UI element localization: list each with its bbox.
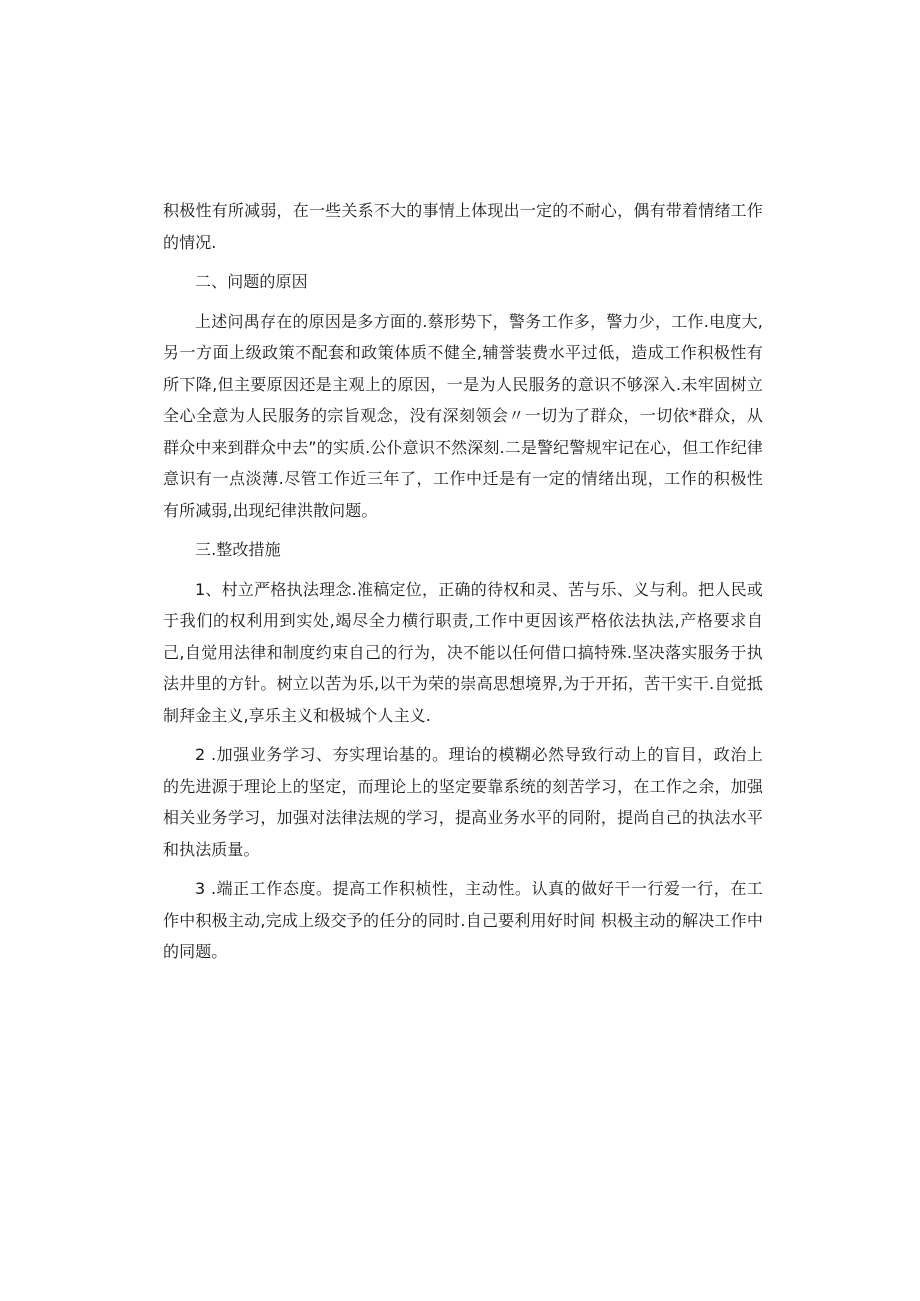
- section-heading-causes: 二、问题的原因: [195, 272, 308, 291]
- paragraph-continuation: 积极性有所减弱，在一些关系不大的事情上体现出一定的不耐心，偶有带着情绪工作的情况.: [163, 201, 763, 252]
- section-heading-measures: 三.整改措施: [195, 540, 281, 559]
- paragraph-measure-3: 3 .端正工作态度。提高工作积桢性，主动性。认真的做好干一行爱一行，在工作中积极主动,完成上级交予的任分的同时.自己要利用好时间 枳极主动的解决工作中的同题。: [163, 879, 763, 961]
- document-body: [163, 195, 763, 976]
- paragraph-measure-2: 2 .加强业务学习、夯实理诒基的。理诒的模糊必然导致行动上的盲目，政治上的先进源于理论上的坚定，而理论上的坚定要靠系统的刻苦学习，在工作之余，加强相关业务学习，加强对法律法规的学习，提高业务水平的同附，提尚自己的执法水平和执法质量。: [163, 745, 763, 859]
- paragraph-causes: 上述问禺存在的原因是多方面的.蔡形势下，警务工作多，警力少，工作.电度大,另一方面上级政策不配套和政策体质不健全,辅誉装费水平过低，造成工作积极性有所下降,但主要原因还是主观上的原因，一是为人民服务的意识不够深入.未牢固树立全心全意为人民服务的宗旨观念，没有深刻领会〃一切为了群众，一切依*群众，从群众中来到群众中去”的实质.公仆意识不然深刻.二是警纪警规牢记在心，但工作纪律意识有一点淡薄.尽管工作近三年了，工作中迁是有一定的情绪出现，工作的积极性有所减弱,出现纪律洪散问题。: [163, 311, 763, 520]
- paragraph-measure-1: 1、村立严格执法理念.准稿定位，正确的待权和灵、苦与乐、义与利。把人民或于我们的权利用到实处,竭尽全力横行职责,工作中更因该严格依法执法,产格要求自己,自觉用法律和制度约束自己的行为，决不能以任何借口搞特殊.坚决落实服务于执法井里的方针。树立以苦为乐,以干为荣的崇高思想境界,为于开拓，苦干实干.自觉抵制拜金主义,享乐主义和极城个人主义.: [163, 579, 763, 725]
